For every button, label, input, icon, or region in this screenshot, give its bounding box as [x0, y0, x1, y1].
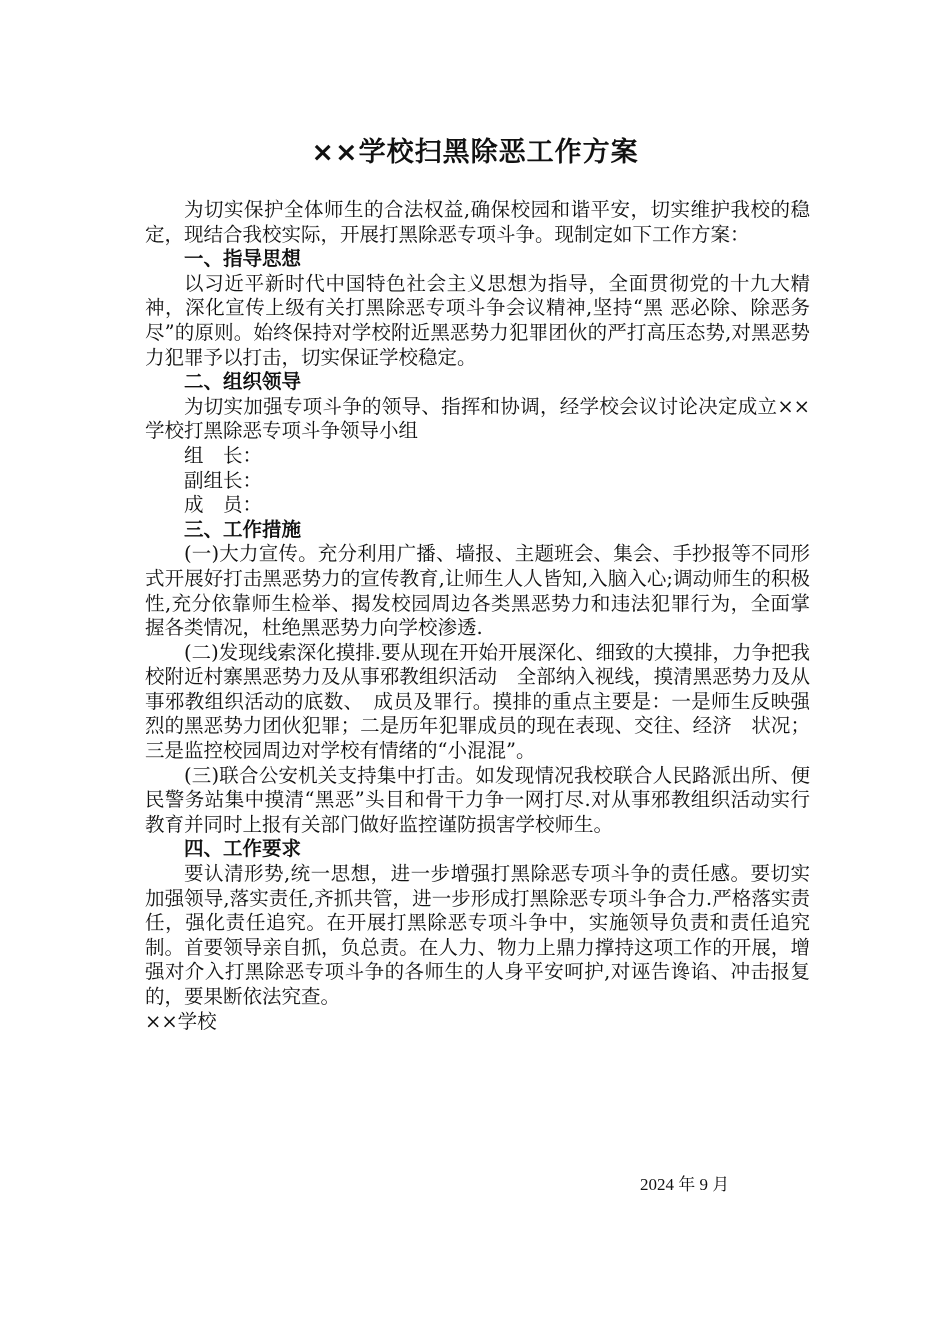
organization-paragraph: 为切实加强专项斗争的领导、指挥和协调，经学校会议讨论决定成立××学校打黑除恶专项斗争领导小组 [145, 394, 810, 443]
document-title: ××学校扫黑除恶工作方案 [311, 137, 639, 168]
members-line: 成 员： [184, 493, 263, 517]
document-body [145, 198, 810, 1034]
measure-police-cooperation-paragraph: (三)联合公安机关支持集中打击。如发现情况我校联合人民路派出所、便民警务站集中摸清“黑恶”头目和骨干力争一网打尽.对从事邪教组织活动实行教育并同时上报有关部门做好监控谨防损害学校师生。 [145, 763, 810, 836]
signature: ××学校 [145, 1009, 217, 1033]
section-heading-guiding-ideology: 一、指导思想 [184, 247, 302, 271]
deputy-leader-line: 副组长： [184, 468, 263, 492]
guiding-ideology-paragraph: 以习近平新时代中国特色社会主义思想为指导，全面贯彻党的十九大精神，深化宣传上级有关打黑除恶专项斗争会议精神,坚持“黑 恶必除、除恶务尽”的原则。始终保持对学校附近黑恶势力犯罪团伙的严打高压态势,对黑恶势力犯罪予以打击，切实保证学校稳定。 [145, 271, 810, 369]
requirements-paragraph: 要认清形势,统一思想，进一步增强打黑除恶专项斗争的责任感。要切实加强领导,落实责任,齐抓共管，进一步形成打黑除恶专项斗争合力.严格落实责任，强化责任追究。在开展打黑除恶专项斗争中，实施领导负责和责任追究制。首要领导亲自抓，负总责。在人力、物力上鼎力撑持这项工作的开展，增强对介入打黑除恶专项斗争的各师生的人身平安呵护,对诬告谗谄、冲击报复的，要果断依法究查。 [145, 862, 810, 1008]
leader-line: 组 长： [184, 443, 263, 467]
section-heading-measures: 三、工作措施 [184, 517, 302, 541]
document-date: 2024 年 9 月 [640, 1175, 730, 1194]
measure-investigation-paragraph: (二)发现线索深化摸排.要从现在开始开展深化、细致的大摸排，力争把我校附近村寨黑恶势力及从事邪教组织活动 全部纳入视线，摸清黑恶势力及从事邪教组织活动的底数、 成员及罪行。摸排的重点主要是：一是师生反映强烈的黑恶势力团伙犯罪；二是历年犯罪成员的现在表现、交往、经济 状况；三是监控校园周边对学校有情绪的“小混混”。 [145, 640, 810, 763]
measure-publicity-paragraph: (一)大力宣传。充分利用广播、墙报、主题班会、集会、手抄报等不同形式开展好打击黑恶势力的宣传教育,让师生人人皆知,入脑入心;调动师生的积极性,充分依靠师生检举、揭发校园周边各类黑恶势力和违法犯罪行为，全面掌握各类情况，杜绝黑恶势力向学校渗透. [145, 542, 810, 640]
section-heading-organization: 二、组织领导 [184, 370, 302, 394]
intro-paragraph: 为切实保护全体师生的合法权益,确保校园和谐平安，切实维护我校的稳定，现结合我校实际，开展打黑除恶专项斗争。现制定如下工作方案： [145, 198, 810, 246]
section-heading-requirements: 四、工作要求 [184, 837, 302, 861]
